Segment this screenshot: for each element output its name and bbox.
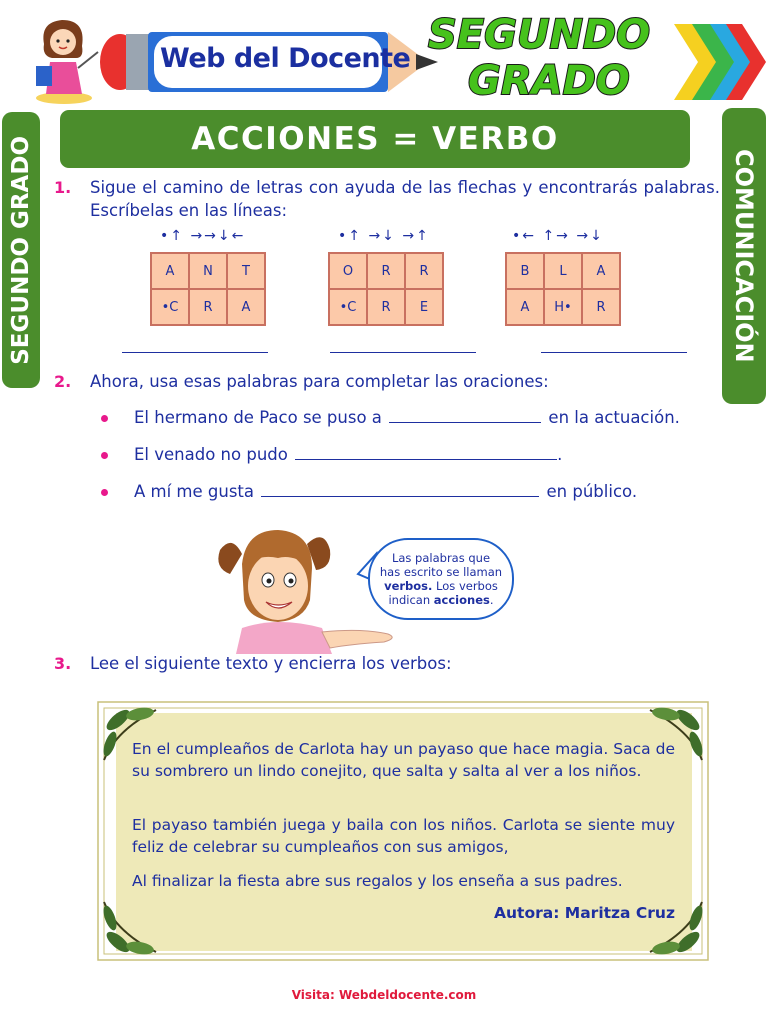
sentence-3-before: A mí me gusta	[134, 482, 255, 501]
puzzle-1-grid	[150, 252, 266, 326]
sentence-3	[134, 482, 637, 501]
reading-paragraph-1: En el cumpleaños de Carlota hay un payaso que hace magia. Saca de su sombrero un lindo conejito, que salta y salta al ver a los niños.	[132, 740, 675, 780]
grid-cell: •C	[151, 289, 189, 325]
reading-text-box	[96, 700, 710, 962]
grid-cell: A	[151, 253, 189, 289]
speech-bubble	[368, 538, 514, 620]
grid-cell: R	[367, 253, 405, 289]
puzzle-3-arrows: •← ↑→ →↓	[512, 228, 604, 244]
speech-bubble-text	[380, 551, 502, 607]
reading-author: Autora: Maritza Cruz	[494, 904, 675, 922]
bubble-line-1: Las palabras que	[391, 551, 491, 565]
question-1-number: 1.	[54, 178, 72, 197]
question-1-text: Sigue el camino de letras con ayuda de las flechas y encontrarás palabras. Escríbelas en las líneas:	[90, 178, 720, 220]
sentence-2-before: El venado no pudo	[134, 445, 288, 464]
puzzle-1-arrows: •↑ →→↓←	[160, 228, 246, 244]
footer-link[interactable]: Visita: Webdeldocente.com	[291, 988, 477, 1002]
bubble-bold-verbos: verbos.	[384, 579, 433, 593]
sentence-1-before: El hermano de Paco se puso a	[134, 408, 382, 427]
logo-text: Web del Docente	[160, 43, 411, 74]
grid-cell: R	[405, 253, 443, 289]
answer-line-2[interactable]	[330, 352, 476, 353]
question-2-number: 2.	[54, 372, 72, 391]
reading-paragraph-3: Al finalizar la fiesta abre sus regalos y los enseña a sus padres.	[132, 872, 623, 890]
grid-cell: R	[189, 289, 227, 325]
question-3-number: 3.	[54, 654, 72, 673]
bubble-line-4: indican	[388, 593, 434, 607]
grade-title-line1: SEGUNDO	[428, 12, 651, 58]
sentence-2-blank[interactable]	[295, 459, 557, 460]
grid-cell: A	[582, 253, 620, 289]
side-label-left	[2, 112, 40, 388]
bubble-line-5: .	[489, 593, 494, 607]
sentence-3-blank[interactable]	[261, 496, 539, 497]
grid-cell: H•	[544, 289, 582, 325]
bullet-icon	[101, 489, 108, 496]
sentence-2	[134, 445, 562, 464]
grid-cell: B	[506, 253, 544, 289]
puzzle-3-grid	[505, 252, 621, 326]
sentence-1	[134, 408, 680, 427]
grid-cell: A	[227, 289, 265, 325]
grid-cell: R	[582, 289, 620, 325]
sentence-1-after: en la actuación.	[548, 408, 680, 427]
answer-line-3[interactable]	[541, 352, 687, 353]
question-2-text: Ahora, usa esas palabras para completar las oraciones:	[90, 372, 549, 391]
sentence-3-after: en público.	[546, 482, 638, 501]
grid-cell: A	[506, 289, 544, 325]
bullet-icon	[101, 415, 108, 422]
grid-cell: L	[544, 253, 582, 289]
grid-cell: T	[227, 253, 265, 289]
side-label-right	[722, 108, 766, 404]
answer-line-1[interactable]	[122, 352, 268, 353]
bubble-line-3: Los verbos	[432, 579, 498, 593]
bullet-icon	[101, 452, 108, 459]
grid-cell: O	[329, 253, 367, 289]
grid-cell: R	[367, 289, 405, 325]
puzzle-2-arrows: •↑ →↓ →↑	[338, 228, 430, 244]
grid-cell: N	[189, 253, 227, 289]
page-header	[0, 0, 768, 108]
sentence-1-blank[interactable]	[389, 422, 541, 423]
question-3-text: Lee el siguiente texto y encierra los verbos:	[90, 654, 452, 673]
side-label-right-text: COMUNICACIÓN	[730, 149, 758, 363]
side-label-left-text: SEGUNDO GRADO	[8, 135, 34, 365]
bubble-line-2: has escrito se llaman	[379, 565, 503, 579]
worksheet-title: ACCIONES = VERBO	[60, 110, 690, 168]
teacher-illustration	[30, 14, 104, 106]
sentence-2-after: .	[557, 445, 563, 464]
chevron-arrows-icon	[668, 20, 768, 104]
grade-title-line2: GRADO	[468, 58, 630, 104]
grid-cell: E	[405, 289, 443, 325]
bubble-bold-acciones: acciones	[433, 593, 490, 607]
reading-paragraph-2: El payaso también juega y baila con los niños. Carlota se siente muy feliz de celebrar su cumpleaños con sus amigos,	[132, 816, 675, 856]
grid-cell: •C	[329, 289, 367, 325]
puzzle-2-grid	[328, 252, 444, 326]
